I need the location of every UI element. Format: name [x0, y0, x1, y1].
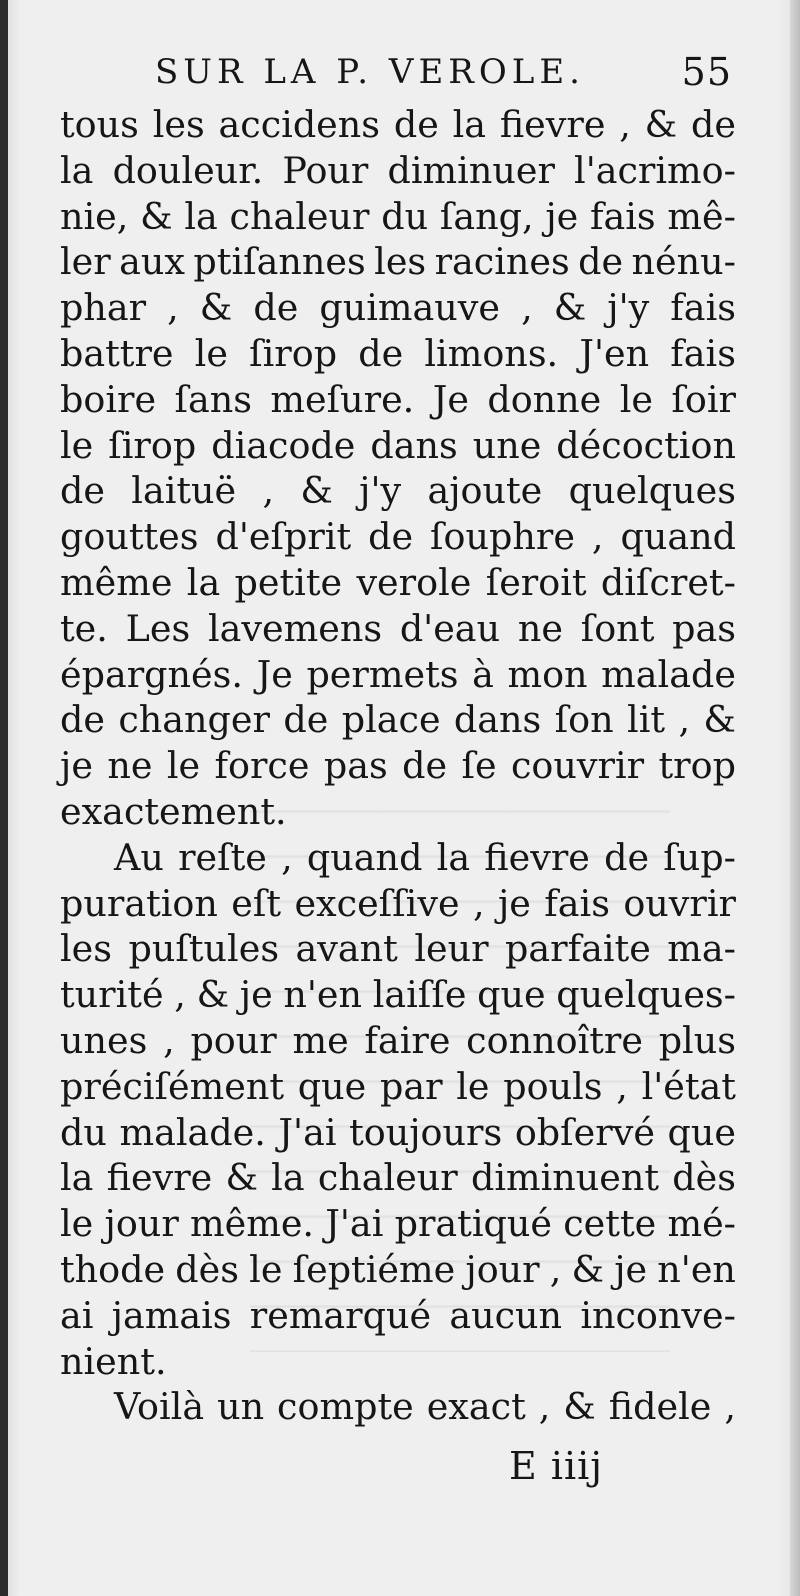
- word: ,: [174, 973, 186, 1017]
- text-line: [60, 331, 736, 377]
- word: phar: [60, 286, 147, 330]
- word: te.: [60, 606, 108, 650]
- word: du: [381, 194, 429, 238]
- text-line-content: [60, 697, 736, 743]
- word: laiſſe: [372, 973, 467, 1017]
- word: aux: [119, 240, 185, 284]
- text-line: [60, 423, 736, 469]
- word: n'en: [657, 1247, 736, 1291]
- word: Pour: [282, 148, 369, 192]
- word: je: [239, 973, 273, 1017]
- word: inconve-: [580, 1293, 736, 1337]
- text-line: [60, 148, 736, 194]
- word: J'en: [579, 331, 650, 375]
- word: J'ai: [325, 1202, 384, 1246]
- text-line: [60, 1247, 736, 1293]
- word: limons.: [424, 331, 559, 375]
- page-binding-shadow: [0, 0, 8, 1596]
- text-line: [60, 1293, 736, 1339]
- word: &: [563, 1385, 596, 1429]
- text-line: [60, 239, 736, 285]
- word: le: [619, 377, 653, 421]
- word: à: [472, 652, 494, 696]
- word: me: [292, 1018, 349, 1062]
- word: ſe: [461, 744, 497, 788]
- word: dès: [672, 1156, 736, 1200]
- word: fievre: [484, 835, 590, 879]
- word: la: [452, 103, 487, 146]
- running-head-title: SUR LA P. VEROLE.: [155, 52, 585, 92]
- word: le: [194, 331, 228, 375]
- word: exact: [426, 1385, 526, 1429]
- text-line: [60, 652, 736, 698]
- word: ,: [549, 1247, 562, 1291]
- word: exceſſive: [294, 881, 460, 925]
- word: d'eau: [399, 606, 501, 650]
- word: fievre: [106, 1156, 213, 1200]
- text-line-content: [60, 102, 736, 148]
- word: J'ai: [278, 1110, 337, 1154]
- text-line-content: [60, 881, 736, 927]
- word: la: [271, 1156, 305, 1200]
- word: ,: [724, 1385, 736, 1429]
- text-line: [60, 1201, 736, 1247]
- word: ,: [262, 469, 275, 513]
- text-line-content: [60, 1018, 736, 1064]
- word: ,: [472, 881, 485, 925]
- word: chaleur: [317, 1156, 458, 1200]
- text-line: [60, 697, 736, 743]
- word: &: [196, 973, 230, 1017]
- word: les: [152, 103, 205, 146]
- word: &: [703, 698, 736, 742]
- word: jour: [104, 1202, 179, 1246]
- word: d'eſprit: [215, 515, 352, 559]
- word: changer: [118, 698, 270, 742]
- word: verole: [356, 560, 472, 604]
- word: même: [60, 560, 173, 604]
- word: ſup-: [663, 835, 736, 879]
- word: de: [393, 103, 439, 146]
- word: je: [60, 744, 93, 788]
- word: ,: [538, 1385, 551, 1429]
- text-line: [60, 1384, 736, 1430]
- word: plus: [658, 1018, 736, 1062]
- word: pas: [672, 606, 736, 650]
- word: même.: [190, 1202, 315, 1246]
- text-line-content: [60, 514, 736, 560]
- word: épargnés.: [60, 652, 243, 696]
- text-line: [60, 285, 736, 331]
- word: décoction: [556, 423, 736, 467]
- word: fievre: [499, 103, 606, 146]
- word: tous: [60, 103, 139, 146]
- word: mon: [507, 652, 588, 696]
- text-line: [60, 514, 736, 560]
- word: force: [214, 744, 310, 788]
- word: j'y: [607, 286, 650, 330]
- text-line-content: [60, 560, 736, 606]
- text-line-content: [60, 972, 736, 1018]
- word: diacode: [211, 423, 356, 467]
- text-line-content: [60, 926, 736, 972]
- text-line-content: exactement.: [60, 789, 287, 833]
- word: ,: [591, 515, 604, 559]
- word: ſang,: [439, 194, 534, 238]
- text-line: [60, 789, 736, 835]
- word: remarqué: [249, 1293, 432, 1337]
- word: guimauve: [319, 286, 501, 330]
- word: de: [253, 286, 299, 330]
- word: de: [604, 835, 650, 879]
- word: n'en: [283, 973, 363, 1017]
- word: de: [60, 469, 105, 513]
- word: &: [553, 286, 587, 330]
- word: ſouphre: [430, 515, 575, 559]
- word: je: [497, 881, 531, 925]
- word: un: [217, 1385, 265, 1429]
- word: mé-: [667, 1202, 736, 1246]
- word: fais: [544, 881, 610, 925]
- word: ſirop: [108, 423, 197, 467]
- word: la: [60, 148, 94, 192]
- word: fidele: [608, 1385, 712, 1429]
- word: dans: [370, 423, 458, 467]
- word: parfaite: [505, 927, 651, 971]
- word: le: [249, 1247, 283, 1291]
- text-line: [60, 468, 736, 514]
- word: fais: [589, 194, 656, 238]
- word: toujours: [349, 1110, 503, 1154]
- word: laituë: [131, 469, 237, 513]
- word: la: [186, 560, 221, 604]
- running-head: [55, 48, 732, 96]
- text-line-content: [60, 652, 736, 698]
- word: pouls: [503, 1064, 603, 1108]
- text-line-content: [60, 148, 736, 194]
- word: de: [283, 698, 329, 742]
- word: donne: [487, 377, 602, 421]
- word: de: [368, 515, 414, 559]
- word: pratiqué: [394, 1202, 552, 1246]
- text-line: [60, 606, 736, 652]
- word: &: [140, 194, 173, 238]
- text-line: [60, 102, 736, 148]
- text-line: [60, 835, 736, 881]
- word: Les: [125, 606, 191, 650]
- word: Voilà: [114, 1385, 205, 1429]
- body-text: [60, 102, 736, 1430]
- word: de: [578, 240, 624, 284]
- word: ,: [616, 1064, 628, 1108]
- page-edge: [790, 0, 800, 1596]
- word: ſeroit: [485, 560, 587, 604]
- word: couvrir: [510, 744, 645, 788]
- word: fais: [670, 286, 736, 330]
- text-line: [60, 1018, 736, 1064]
- word: petite: [234, 560, 343, 604]
- word: meſure.: [270, 377, 415, 421]
- printer-signature: E iiij: [509, 1444, 604, 1488]
- word: puration: [60, 881, 218, 925]
- text-line-content: [60, 377, 736, 423]
- word: boire: [60, 377, 157, 421]
- text-line: [60, 972, 736, 1018]
- word: ptiſannes: [193, 240, 366, 284]
- text-line: [60, 1339, 736, 1385]
- word: douleur.: [112, 148, 264, 192]
- word: ,: [521, 286, 533, 330]
- word: reſte: [178, 835, 267, 879]
- text-line-content: [60, 606, 736, 652]
- word: le: [456, 1064, 490, 1108]
- word: Je: [432, 377, 469, 421]
- word: turité: [60, 973, 164, 1017]
- word: quelques: [568, 469, 736, 513]
- word: que: [667, 1110, 736, 1154]
- word: ſoir: [671, 377, 736, 421]
- word: racines: [434, 240, 570, 284]
- word: une: [472, 423, 542, 467]
- text-line-content: [60, 468, 736, 514]
- word: ler: [60, 240, 111, 284]
- word: ne: [107, 744, 153, 788]
- word: ſirop: [249, 331, 338, 375]
- word: lavemens: [207, 606, 383, 650]
- word: cette: [563, 1202, 657, 1246]
- text-line-content: [60, 1293, 736, 1339]
- word: quelques-: [556, 973, 736, 1017]
- text-line-content: [60, 1110, 736, 1156]
- text-line-content: [60, 285, 736, 331]
- word: dans: [453, 698, 542, 742]
- text-line: [60, 1064, 736, 1110]
- text-line-content: [60, 1155, 736, 1201]
- word: ajoute: [427, 469, 543, 513]
- word: chaleur: [229, 194, 370, 238]
- word: du: [60, 1110, 107, 1154]
- word: quand: [620, 515, 736, 559]
- word: gouttes: [60, 515, 199, 559]
- word: thode: [60, 1247, 166, 1291]
- word: par: [379, 1064, 443, 1108]
- word: pas: [323, 744, 388, 788]
- word: avant: [295, 927, 398, 971]
- word: jamais: [111, 1293, 232, 1337]
- word: que: [477, 973, 546, 1017]
- word: ouvrir: [623, 881, 736, 925]
- word: j'y: [359, 469, 402, 513]
- text-line-content: [60, 423, 736, 469]
- text-line-content: [60, 239, 736, 285]
- word: de: [402, 744, 448, 788]
- text-line-content: [114, 1384, 736, 1430]
- word: diſcret-: [600, 560, 736, 604]
- word: dès: [175, 1247, 239, 1291]
- word: ma-: [667, 927, 736, 971]
- word: lit: [627, 698, 666, 742]
- word: je: [545, 194, 579, 238]
- word: puſtules: [128, 927, 280, 971]
- word: malade.: [119, 1110, 266, 1154]
- word: ,: [167, 286, 179, 330]
- word: de: [358, 331, 404, 375]
- word: ,: [163, 1018, 175, 1062]
- word: obſervé: [514, 1110, 655, 1154]
- text-line: [60, 743, 736, 789]
- word: compte: [277, 1385, 414, 1429]
- text-line: [60, 926, 736, 972]
- word: mê-: [667, 194, 736, 238]
- text-line-content: [60, 194, 736, 240]
- text-line: [60, 560, 736, 606]
- word: ,: [619, 103, 631, 146]
- word: place: [341, 698, 441, 742]
- word: fais: [670, 331, 736, 375]
- text-line-content: nient.: [60, 1339, 167, 1383]
- word: &: [225, 1156, 258, 1200]
- word: nénu-: [631, 240, 736, 284]
- word: &: [644, 103, 678, 146]
- word: ſont: [580, 606, 655, 650]
- word: jour: [465, 1247, 540, 1291]
- word: Je: [256, 652, 293, 696]
- word: Au: [114, 835, 164, 879]
- word: &: [300, 469, 333, 513]
- text-line-content: [60, 1201, 736, 1247]
- word: ne: [517, 606, 563, 650]
- word: l'acrimo-: [574, 148, 736, 192]
- word: pour: [190, 1018, 277, 1062]
- word: je: [614, 1247, 648, 1291]
- word: ſon: [554, 698, 614, 742]
- word: de: [60, 698, 105, 742]
- word: ,: [281, 835, 293, 879]
- word: connoître: [466, 1018, 643, 1062]
- text-line: [60, 881, 736, 927]
- word: &: [199, 286, 233, 330]
- word: leur: [414, 927, 489, 971]
- text-line: [60, 1110, 736, 1156]
- word: ſeptiéme: [292, 1247, 456, 1291]
- word: &: [571, 1247, 605, 1291]
- word: nie,: [60, 194, 129, 238]
- word: faire: [364, 1018, 451, 1062]
- word: aucun: [449, 1293, 563, 1337]
- page-number: 55: [681, 50, 732, 94]
- word: la: [60, 1156, 94, 1200]
- word: diminuer: [387, 148, 555, 192]
- word: le: [60, 1202, 94, 1246]
- text-line: [60, 377, 736, 423]
- word: préciſément: [60, 1064, 285, 1108]
- word: unes: [60, 1018, 148, 1062]
- word: le: [60, 423, 94, 467]
- text-line-content: [60, 1064, 736, 1110]
- word: trop: [658, 744, 736, 788]
- word: eſt: [231, 881, 282, 925]
- text-line: [60, 194, 736, 240]
- text-line: [60, 1155, 736, 1201]
- text-line-content: [60, 1247, 736, 1293]
- word: la: [436, 835, 471, 879]
- word: l'état: [641, 1064, 736, 1108]
- text-line-content: [60, 743, 736, 789]
- word: quand: [306, 835, 423, 879]
- word: accidens: [218, 103, 381, 146]
- word: de: [690, 103, 736, 146]
- word: battre: [60, 331, 174, 375]
- word: les: [60, 927, 113, 971]
- word: le: [166, 744, 201, 788]
- word: les: [374, 240, 427, 284]
- word: ai: [60, 1293, 94, 1337]
- word: malade: [601, 652, 736, 696]
- word: la: [184, 194, 218, 238]
- word: ſans: [174, 377, 252, 421]
- word: permets: [306, 652, 459, 696]
- text-line-content: [114, 835, 736, 881]
- word: ,: [678, 698, 691, 742]
- word: diminuent: [470, 1156, 660, 1200]
- word: que: [297, 1064, 367, 1108]
- text-line-content: [60, 331, 736, 377]
